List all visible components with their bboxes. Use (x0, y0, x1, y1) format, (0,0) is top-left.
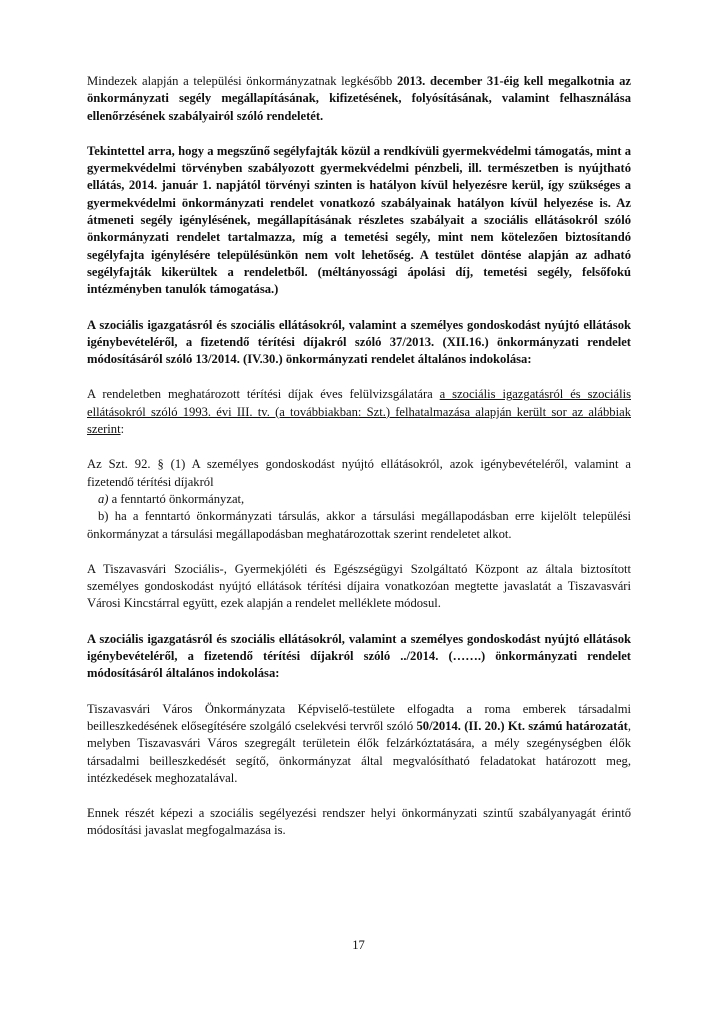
paragraph-deadline (87, 73, 631, 125)
paragraph-roma-text-a: Tiszavasvári Város Önkormányzata Képviselő-testülete elfogadta a roma emberek társadalmi beilleszkedésének elősegítésére szolgáló cselekvési tervről szóló (87, 701, 631, 733)
paragraph-roma-action-plan (87, 701, 631, 787)
paragraph-fee-review-underlined: a szociális igazgatásról és szociális ellátásokról szóló 1993. évi III. tv. (a továbbiakban: Szt.) felhatalmazása alapján került sor az alábbiak szerint (87, 387, 631, 437)
paragraph-szt-92 (87, 456, 631, 542)
list-item-marker: b) (98, 509, 109, 524)
paragraph-roma-resolution: 50/2014. (II. 20.) Kt. számú határozatát (416, 718, 628, 733)
heading-regulation-13-2014: A szociális igazgatásról és szociális ellátásokról, valamint a személyes gondoskodást nyújtó ellátások igénybevételéről, a fizetendő térítési díjakról szóló 37/2013. (XII.16.) önkormányzati rendelet módosításáról szóló 13/2014. (IV.30.) önkormányzati rendelet általános indokolása: (87, 317, 631, 367)
paragraph-abolished-benefits: Tekintettel arra, hogy a megszűnő segélyfajták közül a rendkívüli gyermekvédelmi támogatás, mint a gyermekvédelmi törvényben szabályozott gyermekvédelmi pénzbeli, ill. természetben is nyújtható ellátás, 2014. január 1. napjától törvényi szinten is hatályon kívül helyezésre kerül, így szükséges a gyermekvédelmi önkormányzati rendelet vonatkozó szabályainak hatályon kívül helyezése is. Az átmeneti segély igénylésének, megállapításának részletes szabályait a szociális ellátásokról szóló önkormányzati rendelet tartalmazza, míg a temetési segély, mint nem kötelezően biztosítandó segélyfajta igénylésére településünkön nem volt lehetőség. A testület döntése alapján az adható segélyfajták kikerültek a rendeletből. (méltányossági ápolási díj, temetési segély, felsőfokú intézményben tanulók támogatása.) (87, 143, 631, 297)
paragraph-deadline-text: Mindezek alapján a települési önkormányzatnak legkésőbb (87, 74, 397, 88)
paragraph-proposal: Ennek részét képezi a szociális segélyezési rendszer helyi önkormányzati szintű szabályanyagát érintő módosítási javaslat megfogalmazása is. (87, 806, 631, 838)
list-item (87, 491, 631, 508)
list-item-text: ha a fenntartó önkormányzati társulás, akkor a társulási megállapodásban erre kijelölt települési önkormányzat a társulási megállapodásban meghatározottak szerint rendeletet alkot. (87, 509, 631, 541)
paragraph-fee-review-colon: : (120, 422, 125, 437)
list-item-text: a fenntartó önkormányzat, (108, 491, 245, 506)
paragraph-roma-text-c: , melyben Tiszavasvári Város szegregált területein élők felzárkóztatására, a mély szegénységben élők társadalmi beilleszkedését segítő, önkormányzat által megvalósítható feladatokat határozott meg, intézkedések meghozatalával. (87, 718, 631, 785)
paragraph-service-center: A Tiszavasvári Szociális-, Gyermekjóléti és Egészségügyi Szolgáltató Központ az általa biztosított személyes gondoskodást nyújtó ellátások térítési díjaira vonatkozóan megtette javaslatát a Tiszavasvári Városi Kincstárral együtt, ezek alapján a rendelet melléklete módosul. (87, 561, 631, 611)
paragraph-fee-review-text: A rendeletben meghatározott térítési díjak éves felülvizsgálatára (87, 387, 440, 402)
list-item-marker: a) (98, 491, 109, 506)
paragraph-fee-review (87, 386, 631, 438)
page-number: 17 (352, 938, 365, 952)
list-item (87, 508, 631, 543)
heading-regulation-draft-2014: A szociális igazgatásról és szociális ellátásokról, valamint a személyes gondoskodást nyújtó ellátások igénybevételéről, a fizetendő térítési díjakról szóló ../2014. (…….) önkormányzati rendelet módosításáról általános indokolása: (87, 631, 631, 681)
szt-92-list (87, 491, 631, 543)
paragraph-deadline-bold: 2013. december 31-éig kell megalkotnia az önkormányzati segély megállapításának, kifizetésének, folyósításának, valamint felhasználása ellenőrzésének szabályairól szóló rendeletét. (87, 74, 632, 123)
document-body (87, 73, 631, 858)
paragraph-szt-92-intro: Az Szt. 92. § (1) A személyes gondoskodást nyújtó ellátásokról, azok igénybevételéről, valamint a fizetendő térítési díjakról (87, 457, 631, 489)
